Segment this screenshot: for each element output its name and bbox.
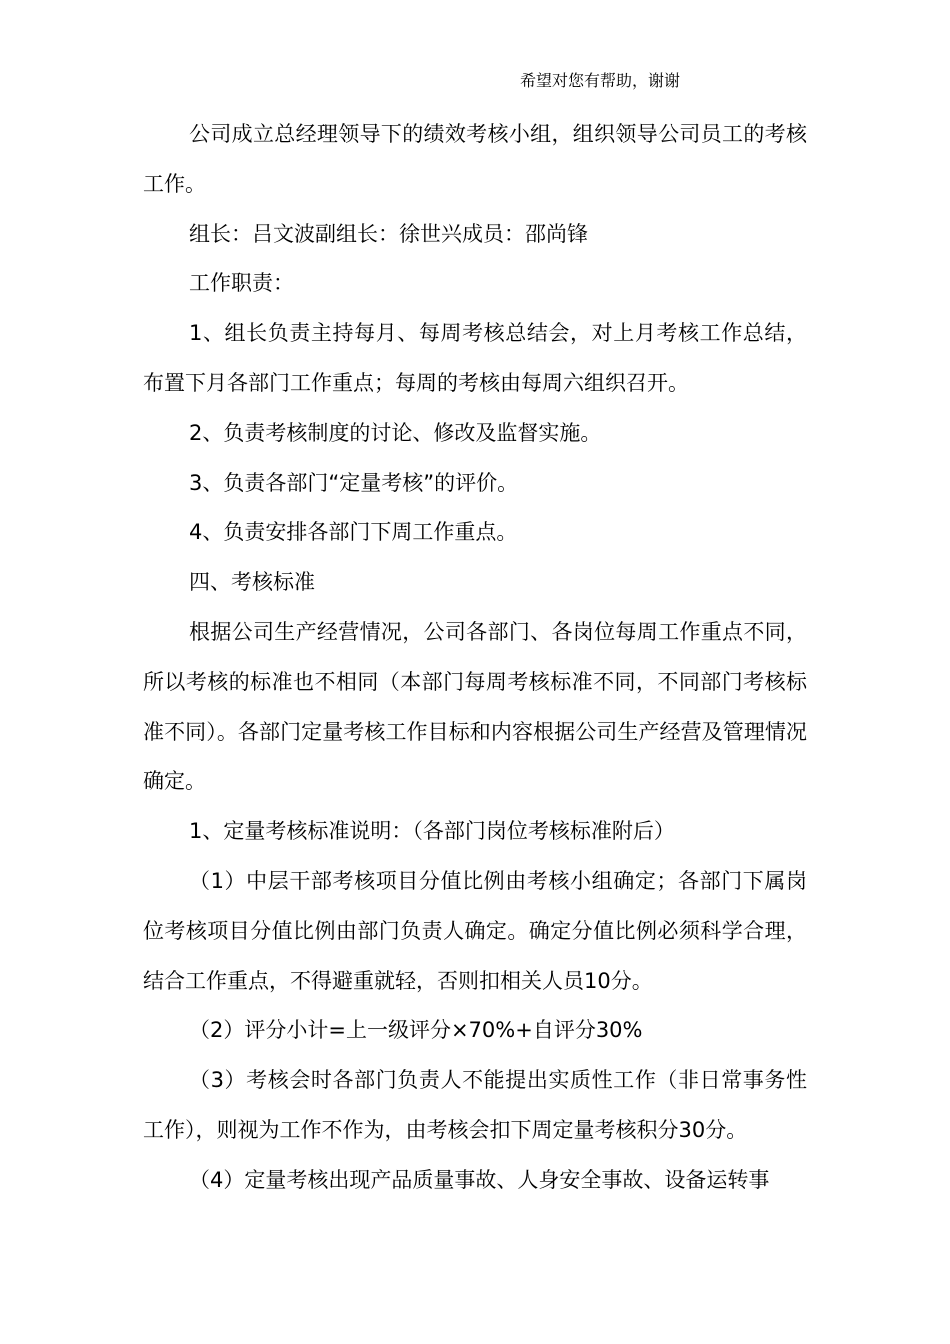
paragraph-duty-2: 2、负责考核制度的讨论、修改及监督实施。 [189, 420, 602, 445]
paragraph-item-2: （2）评分小计=上一级评分×70%+自评分30% [189, 1018, 643, 1043]
paragraph-standards-intro: 根据公司生产经营情况，公司各部门、各岗位每周工作重点不同，所以考核的标准也不相同（本部门每周考核标准不同，不同部门考核标准不同）。各部门定量考核工作目标和内容根据公司生产经营及管理情况确定。 [143, 619, 807, 794]
paragraph-item-3: （3）考核会时各部门负责人不能提出实质性工作（非日常事务性工作），则视为工作不作为，由考核会扣下周定量考核积分30分。 [143, 1068, 807, 1142]
paragraph-duty-4: 4、负责安排各部门下周工作重点。 [189, 520, 518, 545]
paragraph-duties-heading: 工作职责： [189, 271, 294, 296]
paragraph-duty-1: 1、组长负责主持每月、每周考核总结会，对上月考核工作总结，布置下月各部门工作重点；每周的考核由每周六组织召开。 [143, 321, 807, 395]
section-heading-standards: 四、考核标准 [189, 570, 315, 595]
header-note: 希望对您有帮助，谢谢 [520, 71, 681, 90]
paragraph-item-4: （4）定量考核出现产品质量事故、人身安全事故、设备运转事 [189, 1167, 770, 1192]
paragraph-duty-3: 3、负责各部门“定量考核”的评价。 [189, 470, 519, 495]
paragraph-standard-1: 1、定量考核标准说明：（各部门岗位考核标准附后） [189, 819, 675, 844]
paragraph-item-1: （1）中层干部考核项目分值比例由考核小组确定；各部门下属岗位考核项目分值比例由部门负责人确定。确定分值比例必须科学合理，结合工作重点，不得避重就轻，否则扣相关人员10分。 [143, 868, 807, 993]
paragraph-assessment-team: 公司成立总经理领导下的绩效考核小组，组织领导公司员工的考核工作。 [143, 122, 807, 196]
paragraph-team-members: 组长：吕文波副组长：徐世兴成员：邵尚锋 [189, 221, 588, 246]
document-body [143, 110, 807, 1206]
